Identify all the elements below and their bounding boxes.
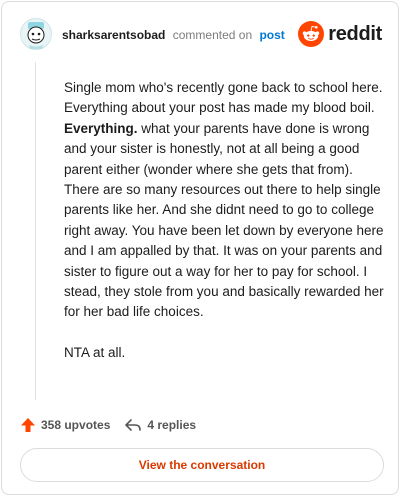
upvote-arrow-icon <box>20 417 36 433</box>
comment-paragraph: NTA at all. <box>64 344 126 360</box>
reddit-wordmark: reddit <box>328 22 382 45</box>
reddit-snoo-icon <box>298 21 324 47</box>
reply-count: 4 replies <box>147 418 197 432</box>
reddit-logo[interactable] <box>298 20 382 48</box>
upvote-count: 358 upvotes <box>41 418 111 432</box>
comment-actions <box>20 414 196 436</box>
embed-card <box>1 1 399 495</box>
avatar[interactable] <box>20 18 52 50</box>
comment-body <box>64 78 384 383</box>
view-conversation-button[interactable]: View the conversation <box>20 448 384 482</box>
post-link[interactable]: post <box>259 28 285 42</box>
comment-text: what your parents have done is wrong and your sister is honestly, not at all being a good parent either (wonder where she gets that from). There are so many resources out there to help single parents like her. And she didnt need to go to college right away. You have been let down by everyone here and I am appalled by that. It was on your parents and sister to figure out a way for her to pay for school. I stead, they stole from you and basically rewarded her for her bad life choices. <box>64 120 384 320</box>
byline <box>62 28 285 42</box>
comment-header <box>16 14 384 54</box>
upvote-button[interactable] <box>20 417 110 433</box>
replies-button[interactable] <box>124 417 196 433</box>
byline-action: commented on <box>172 28 253 42</box>
comment-emphasis: Everything. <box>64 120 138 136</box>
comment-paragraph <box>64 78 384 323</box>
thread-line <box>35 62 36 400</box>
comment-text: Single mom who's recently gone back to school here. Everything about your post has made my blood boil. <box>64 80 383 116</box>
username-link[interactable]: sharksarentsobad <box>62 28 166 42</box>
reply-arrow-icon <box>124 417 142 433</box>
